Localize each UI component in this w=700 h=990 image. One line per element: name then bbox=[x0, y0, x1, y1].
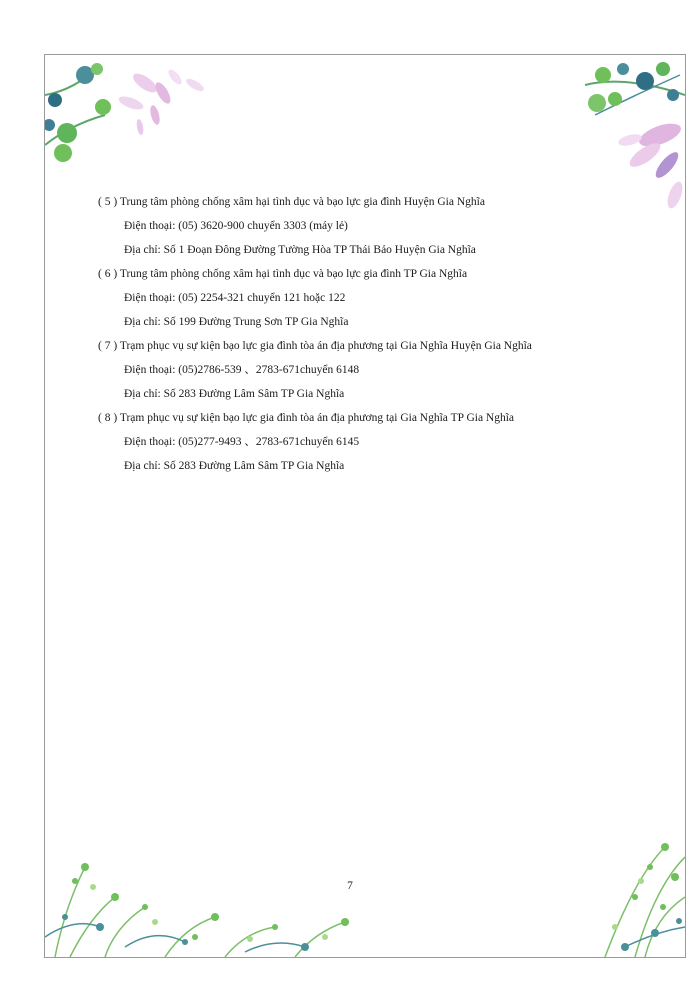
entry-address: Địa chỉ: Số 283 Đường Lâm Sâm TP Gia Nghĩa bbox=[124, 460, 345, 472]
directory-content bbox=[98, 190, 658, 478]
directory-entry bbox=[98, 190, 658, 262]
floral-bottom-left-decoration bbox=[45, 847, 375, 957]
entry-phone: Điện thoại: (05)277-9493 、2783-671chuyển 6145 bbox=[124, 436, 360, 448]
floral-bottom-right-decoration bbox=[575, 837, 685, 957]
entry-phone: Điện thoại: (05)2786-539 、2783-671chuyển 6148 bbox=[124, 364, 360, 376]
entry-title: ( 5 ) Trung tâm phòng chống xâm hại tình dục và bạo lực gia đình Huyện Gia Nghĩa bbox=[98, 196, 485, 208]
entry-address: Địa chỉ: Số 199 Đường Trung Sơn TP Gia Nghĩa bbox=[124, 316, 349, 328]
entry-phone: Điện thoại: (05) 2254-321 chuyển 121 hoặc 122 bbox=[124, 292, 346, 304]
entry-address: Địa chỉ: Số 1 Đoạn Đông Đường Tường Hòa TP Thái Bảo Huyện Gia Nghĩa bbox=[124, 244, 476, 256]
entry-title: ( 7 ) Trạm phục vụ sự kiện bạo lực gia đình tòa án địa phương tại Gia Nghĩa Huyện Gia Nghĩa bbox=[98, 340, 532, 352]
entry-address: Địa chỉ: Số 283 Đường Lâm Sâm TP Gia Nghĩa bbox=[124, 388, 345, 400]
directory-entry bbox=[98, 334, 658, 406]
directory-entry bbox=[98, 406, 658, 478]
floral-top-left-decoration bbox=[45, 55, 225, 195]
entry-phone: Điện thoại: (05) 3620-900 chuyển 3303 (máy lẻ) bbox=[124, 220, 348, 232]
page-number: 7 bbox=[347, 880, 353, 892]
directory-entry bbox=[98, 262, 658, 334]
entry-title: ( 6 ) Trung tâm phòng chống xâm hại tình dục và bạo lực gia đình TP Gia Nghĩa bbox=[98, 268, 468, 280]
entry-title: ( 8 ) Trạm phục vụ sự kiện bạo lực gia đình tòa án địa phương tại Gia Nghĩa TP Gia Nghĩa bbox=[98, 412, 515, 424]
